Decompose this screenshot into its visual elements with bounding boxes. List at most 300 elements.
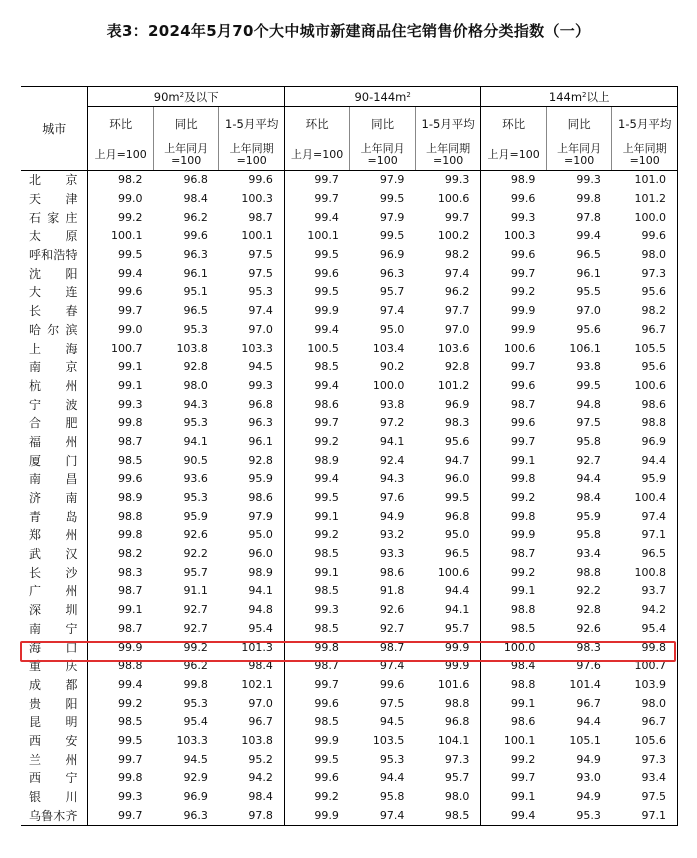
index-value: 95.5 <box>576 285 601 299</box>
index-value: 98.0 <box>183 378 208 392</box>
index-value: 100.5 <box>284 339 349 358</box>
index-value: 98.6 <box>481 713 546 732</box>
index-value: 98.9 <box>248 565 273 579</box>
index-value: 94.4 <box>444 584 470 598</box>
index-value: 95.8 <box>576 528 601 542</box>
table-row <box>21 694 678 713</box>
city-name: 天津 <box>29 192 78 207</box>
index-value: 98.7 <box>481 545 546 564</box>
index-value: 98.7 <box>88 433 153 452</box>
city-name: 兰州 <box>29 752 78 767</box>
index-value: 99.0 <box>88 321 153 340</box>
city-name: 厦门 <box>29 453 78 468</box>
index-value: 95.3 <box>546 806 611 825</box>
index-value: 99.1 <box>284 563 349 582</box>
table-row <box>21 283 678 302</box>
index-value: 97.1 <box>612 526 678 545</box>
index-value: 98.9 <box>284 451 349 470</box>
index-value: 100.2 <box>437 229 470 243</box>
index-value: 99.2 <box>88 208 153 227</box>
index-value: 99.2 <box>284 788 349 807</box>
city-name: 沈阳 <box>29 266 78 281</box>
index-value: 94.9 <box>379 509 405 523</box>
index-value: 98.6 <box>612 395 678 414</box>
city-name: 乌鲁木齐 <box>21 806 88 825</box>
index-value: 99.5 <box>88 732 153 751</box>
table-row <box>21 545 678 564</box>
index-value: 103.6 <box>437 341 470 355</box>
base-header-mom: 上月=100 <box>284 140 349 171</box>
index-value: 99.5 <box>284 283 349 302</box>
table-row <box>21 489 678 508</box>
index-value: 96.8 <box>444 715 470 729</box>
index-value: 100.1 <box>481 732 546 751</box>
index-value: 105.5 <box>612 339 678 358</box>
index-value: 99.0 <box>88 190 153 209</box>
index-value: 101.2 <box>437 378 470 392</box>
index-value: 97.4 <box>248 304 273 318</box>
city-name: 南昌 <box>29 472 78 487</box>
index-value: 96.0 <box>248 547 273 561</box>
city-name: 成都 <box>29 677 78 692</box>
index-value: 97.6 <box>576 659 601 673</box>
index-value: 94.1 <box>183 434 208 448</box>
index-value: 98.5 <box>481 620 546 639</box>
index-value: 96.0 <box>444 472 470 486</box>
index-value: 98.2 <box>88 545 153 564</box>
index-value: 97.9 <box>379 173 405 187</box>
table-row <box>21 788 678 807</box>
index-value: 99.4 <box>576 229 601 243</box>
index-value: 96.3 <box>379 266 405 280</box>
sub-header-yoy: 同比 <box>350 107 415 141</box>
index-value: 98.5 <box>88 713 153 732</box>
base-header-mom: 上月=100 <box>481 140 546 171</box>
index-value: 94.5 <box>379 715 405 729</box>
index-value: 99.8 <box>481 470 546 489</box>
city-name: 南京 <box>29 360 78 375</box>
index-value: 101.2 <box>612 190 678 209</box>
city-name: 深圳 <box>29 603 78 618</box>
index-value: 94.1 <box>248 584 273 598</box>
index-value: 99.9 <box>481 321 546 340</box>
group-header-90-144: $90-144m^2$ <box>284 87 480 107</box>
index-value: 96.9 <box>444 397 470 411</box>
index-value: 96.5 <box>444 547 470 561</box>
index-value: 98.4 <box>248 659 273 673</box>
index-value: 94.9 <box>576 790 601 804</box>
index-value: 103.5 <box>372 733 405 747</box>
index-value: 99.2 <box>481 563 546 582</box>
table-row <box>21 190 678 209</box>
table-row <box>21 208 678 227</box>
index-value: 96.2 <box>444 285 470 299</box>
index-value: 99.9 <box>284 806 349 825</box>
city-name: 上海 <box>29 341 78 356</box>
index-value: 99.2 <box>481 283 546 302</box>
index-value: 92.7 <box>183 621 208 635</box>
index-value: 98.8 <box>612 414 678 433</box>
index-value: 103.3 <box>241 341 273 355</box>
city-name: 长沙 <box>29 565 78 580</box>
city-name: 石家庄 <box>29 210 78 225</box>
index-value: 99.7 <box>88 750 153 769</box>
index-value: 94.5 <box>248 360 273 374</box>
index-value: 91.1 <box>183 584 208 598</box>
table-row <box>21 676 678 695</box>
index-value: 97.9 <box>248 509 273 523</box>
index-value: 98.8 <box>444 696 470 710</box>
index-value: 96.3 <box>153 806 218 825</box>
index-value: 98.8 <box>88 507 153 526</box>
index-value: 98.3 <box>88 563 153 582</box>
index-value: 99.3 <box>248 378 273 392</box>
index-value: 99.7 <box>284 414 349 433</box>
index-value: 95.7 <box>444 621 470 635</box>
index-value: 96.7 <box>612 321 678 340</box>
index-value: 90.2 <box>379 360 405 374</box>
city-name: 合肥 <box>29 416 78 431</box>
index-value: 98.4 <box>576 491 601 505</box>
index-value: 99.4 <box>88 264 153 283</box>
index-value: 94.8 <box>248 603 273 617</box>
index-value: 96.1 <box>248 434 273 448</box>
index-value: 99.7 <box>481 358 546 377</box>
index-value: 98.8 <box>88 657 153 676</box>
group-header-90-below: $90m^2$及以下 <box>88 87 284 107</box>
index-value: 96.5 <box>576 248 601 262</box>
sub-header-avg: 1-5月平均 <box>415 107 481 141</box>
sub-header-yoy: 同比 <box>546 107 611 141</box>
table-row <box>21 227 678 246</box>
index-value: 95.9 <box>248 472 273 486</box>
index-value: 94.4 <box>379 771 405 785</box>
index-value: 98.5 <box>284 545 349 564</box>
index-value: 99.3 <box>444 173 470 187</box>
index-value: 100.0 <box>372 378 405 392</box>
index-value: 100.7 <box>88 339 153 358</box>
city-name: 重庆 <box>29 659 78 674</box>
index-value: 99.9 <box>284 732 349 751</box>
index-value: 99.7 <box>481 264 546 283</box>
index-value: 99.7 <box>284 676 349 695</box>
index-value: 106.1 <box>569 341 601 355</box>
city-name: 贵阳 <box>29 696 78 711</box>
table-row <box>21 377 678 396</box>
index-value: 103.8 <box>176 341 208 355</box>
index-value: 98.7 <box>88 620 153 639</box>
table-row <box>21 395 678 414</box>
index-value: 97.4 <box>612 507 678 526</box>
index-value: 92.7 <box>576 453 601 467</box>
index-value: 98.5 <box>284 620 349 639</box>
index-value: 95.0 <box>379 322 405 336</box>
index-value: 90.5 <box>183 453 208 467</box>
index-value: 98.0 <box>612 246 678 265</box>
index-value: 100.6 <box>612 377 678 396</box>
index-value: 99.5 <box>88 246 153 265</box>
index-value: 94.3 <box>379 472 405 486</box>
base-header-yoy: 上年同月=100 <box>153 140 218 171</box>
price-index-table <box>21 86 678 826</box>
index-value: 99.7 <box>481 433 546 452</box>
city-name: 济南 <box>29 491 78 506</box>
index-value: 97.4 <box>379 304 405 318</box>
index-value: 94.4 <box>576 472 601 486</box>
city-column-header: 城市 <box>21 87 88 171</box>
index-value: 92.6 <box>576 621 601 635</box>
index-value: 95.3 <box>183 491 208 505</box>
table-row <box>21 339 678 358</box>
index-value: 99.8 <box>88 769 153 788</box>
table-row <box>21 638 678 657</box>
index-value: 99.3 <box>481 208 546 227</box>
index-value: 99.2 <box>284 433 349 452</box>
index-value: 92.4 <box>379 453 405 467</box>
index-value: 99.4 <box>284 208 349 227</box>
index-value: 99.7 <box>88 302 153 321</box>
index-value: 97.5 <box>612 788 678 807</box>
index-value: 100.0 <box>481 638 546 657</box>
index-value: 92.8 <box>444 360 470 374</box>
base-header-mom: 上月=100 <box>88 140 153 171</box>
table-row <box>21 264 678 283</box>
index-value: 93.8 <box>576 360 601 374</box>
index-value: 99.6 <box>88 470 153 489</box>
index-value: 97.5 <box>248 266 273 280</box>
index-value: 93.6 <box>183 472 208 486</box>
index-value: 94.8 <box>576 397 601 411</box>
index-value: 99.2 <box>88 694 153 713</box>
index-value: 95.3 <box>248 285 273 299</box>
index-value: 94.1 <box>379 434 405 448</box>
index-value: 93.0 <box>576 771 601 785</box>
index-value: 96.9 <box>379 248 405 262</box>
sub-header-mom: 环比 <box>88 107 153 141</box>
index-value: 95.6 <box>612 283 678 302</box>
index-value: 97.4 <box>379 659 405 673</box>
index-value: 93.4 <box>612 769 678 788</box>
base-header-avg: 上年同期=100 <box>612 140 678 171</box>
index-value: 98.4 <box>183 192 208 206</box>
index-value: 98.2 <box>88 171 153 190</box>
index-value: 99.8 <box>284 638 349 657</box>
index-value: 98.3 <box>444 416 470 430</box>
index-value: 99.4 <box>284 470 349 489</box>
index-value: 99.3 <box>88 788 153 807</box>
index-value: 97.8 <box>219 806 284 825</box>
table-row <box>21 321 678 340</box>
index-value: 95.1 <box>183 285 208 299</box>
index-value: 100.8 <box>612 563 678 582</box>
index-value: 95.4 <box>612 620 678 639</box>
index-value: 95.3 <box>183 322 208 336</box>
index-value: 99.4 <box>284 321 349 340</box>
index-value: 103.8 <box>241 733 273 747</box>
index-value: 99.8 <box>88 414 153 433</box>
index-value: 97.5 <box>248 248 273 262</box>
index-value: 103.3 <box>176 733 208 747</box>
index-value: 99.6 <box>183 229 208 243</box>
index-value: 94.4 <box>576 715 601 729</box>
index-value: 95.0 <box>444 528 470 542</box>
index-value: 99.1 <box>481 788 546 807</box>
index-value: 92.8 <box>576 603 601 617</box>
index-value: 99.4 <box>481 806 546 825</box>
index-value: 97.4 <box>350 806 415 825</box>
index-value: 98.5 <box>284 358 349 377</box>
table-row <box>21 750 678 769</box>
index-value: 93.2 <box>379 528 405 542</box>
index-value: 99.9 <box>444 640 470 654</box>
index-value: 99.5 <box>576 378 601 392</box>
index-value: 99.2 <box>481 489 546 508</box>
index-value: 98.7 <box>248 210 273 224</box>
index-value: 91.8 <box>379 584 405 598</box>
table-row <box>21 507 678 526</box>
index-value: 99.7 <box>284 171 349 190</box>
index-value: 95.9 <box>576 509 601 523</box>
index-value: 97.4 <box>444 266 470 280</box>
index-value: 95.7 <box>379 285 405 299</box>
index-value: 103.4 <box>372 341 405 355</box>
index-value: 98.9 <box>481 171 546 190</box>
index-value: 100.1 <box>241 229 273 243</box>
table-row <box>21 451 678 470</box>
index-value: 95.6 <box>576 322 601 336</box>
index-value: 96.3 <box>183 248 208 262</box>
index-value: 94.2 <box>612 601 678 620</box>
index-value: 97.8 <box>576 210 601 224</box>
index-value: 99.4 <box>284 377 349 396</box>
table-row <box>21 414 678 433</box>
index-value: 98.9 <box>88 489 153 508</box>
index-value: 101.4 <box>569 677 601 691</box>
index-value: 96.3 <box>248 416 273 430</box>
index-value: 102.1 <box>241 677 273 691</box>
city-name: 杭州 <box>29 378 78 393</box>
index-value: 96.1 <box>576 266 601 280</box>
index-value: 98.6 <box>248 491 273 505</box>
index-value: 92.8 <box>248 453 273 467</box>
sub-header-avg: 1-5月平均 <box>219 107 284 141</box>
city-name: 西安 <box>29 733 78 748</box>
index-value: 97.3 <box>612 264 678 283</box>
table-row <box>21 171 678 190</box>
index-value: 96.7 <box>612 713 678 732</box>
index-value: 99.6 <box>481 414 546 433</box>
table-row <box>21 601 678 620</box>
index-value: 99.5 <box>284 246 349 265</box>
index-value: 105.1 <box>569 733 601 747</box>
city-name: 大连 <box>29 285 78 300</box>
base-header-yoy: 上年同月=100 <box>546 140 611 171</box>
index-value: 92.6 <box>379 603 405 617</box>
table-row <box>21 713 678 732</box>
index-value: 96.8 <box>444 509 470 523</box>
index-value: 99.7 <box>481 769 546 788</box>
index-value: 101.6 <box>437 677 470 691</box>
city-name: 海口 <box>29 640 78 655</box>
index-value: 99.5 <box>444 491 470 505</box>
index-value: 99.9 <box>481 526 546 545</box>
index-value: 95.0 <box>248 528 273 542</box>
index-value: 95.6 <box>612 358 678 377</box>
index-value: 98.6 <box>379 565 405 579</box>
index-value: 100.3 <box>481 227 546 246</box>
index-value: 99.6 <box>248 173 273 187</box>
table-row <box>21 769 678 788</box>
index-value: 97.3 <box>444 752 470 766</box>
index-value: 100.6 <box>437 192 470 206</box>
index-value: 100.6 <box>481 339 546 358</box>
index-value: 98.7 <box>481 395 546 414</box>
index-value: 99.2 <box>481 750 546 769</box>
index-value: 97.3 <box>612 750 678 769</box>
index-value: 99.5 <box>284 489 349 508</box>
index-value: 98.3 <box>576 640 601 654</box>
index-value: 98.5 <box>284 713 349 732</box>
index-value: 99.3 <box>284 601 349 620</box>
index-value: 98.8 <box>576 565 601 579</box>
index-value: 96.8 <box>248 397 273 411</box>
index-value: 99.6 <box>284 769 349 788</box>
base-header-avg: 上年同期=100 <box>219 140 284 171</box>
index-value: 97.0 <box>444 322 470 336</box>
index-value: 99.2 <box>183 640 208 654</box>
index-value: 99.8 <box>183 677 208 691</box>
index-value: 104.1 <box>437 733 470 747</box>
index-value: 100.1 <box>284 227 349 246</box>
index-value: 93.8 <box>379 397 405 411</box>
index-value: 99.8 <box>612 638 678 657</box>
index-value: 95.6 <box>444 434 470 448</box>
index-value: 93.7 <box>612 582 678 601</box>
table-row <box>21 433 678 452</box>
index-value: 94.4 <box>612 451 678 470</box>
index-value: 98.7 <box>284 657 349 676</box>
index-value: 96.2 <box>183 210 208 224</box>
index-value: 99.7 <box>88 806 153 825</box>
index-value: 99.5 <box>379 192 405 206</box>
city-name: 呼和浩特 <box>29 248 78 263</box>
index-value: 99.5 <box>379 229 405 243</box>
index-value: 96.7 <box>248 715 273 729</box>
index-value: 95.7 <box>444 771 470 785</box>
index-value: 99.6 <box>481 190 546 209</box>
index-value: 92.9 <box>183 771 208 785</box>
index-value: 99.9 <box>284 302 349 321</box>
city-name: 西宁 <box>29 771 78 786</box>
index-value: 97.0 <box>576 304 601 318</box>
index-value: 94.7 <box>444 453 470 467</box>
index-value: 92.7 <box>379 621 405 635</box>
index-value: 100.4 <box>612 489 678 508</box>
index-value: 100.1 <box>88 227 153 246</box>
index-value: 99.6 <box>284 264 349 283</box>
index-value: 97.7 <box>444 304 470 318</box>
index-value: 95.3 <box>379 752 405 766</box>
city-name: 青岛 <box>29 509 78 524</box>
index-value: 97.5 <box>379 696 405 710</box>
index-value: 98.8 <box>481 676 546 695</box>
base-header-yoy: 上年同月=100 <box>350 140 415 171</box>
table-row <box>21 582 678 601</box>
index-value: 98.4 <box>248 790 273 804</box>
index-value: 95.4 <box>183 715 208 729</box>
index-value: 92.6 <box>183 528 208 542</box>
index-value: 96.7 <box>576 696 601 710</box>
